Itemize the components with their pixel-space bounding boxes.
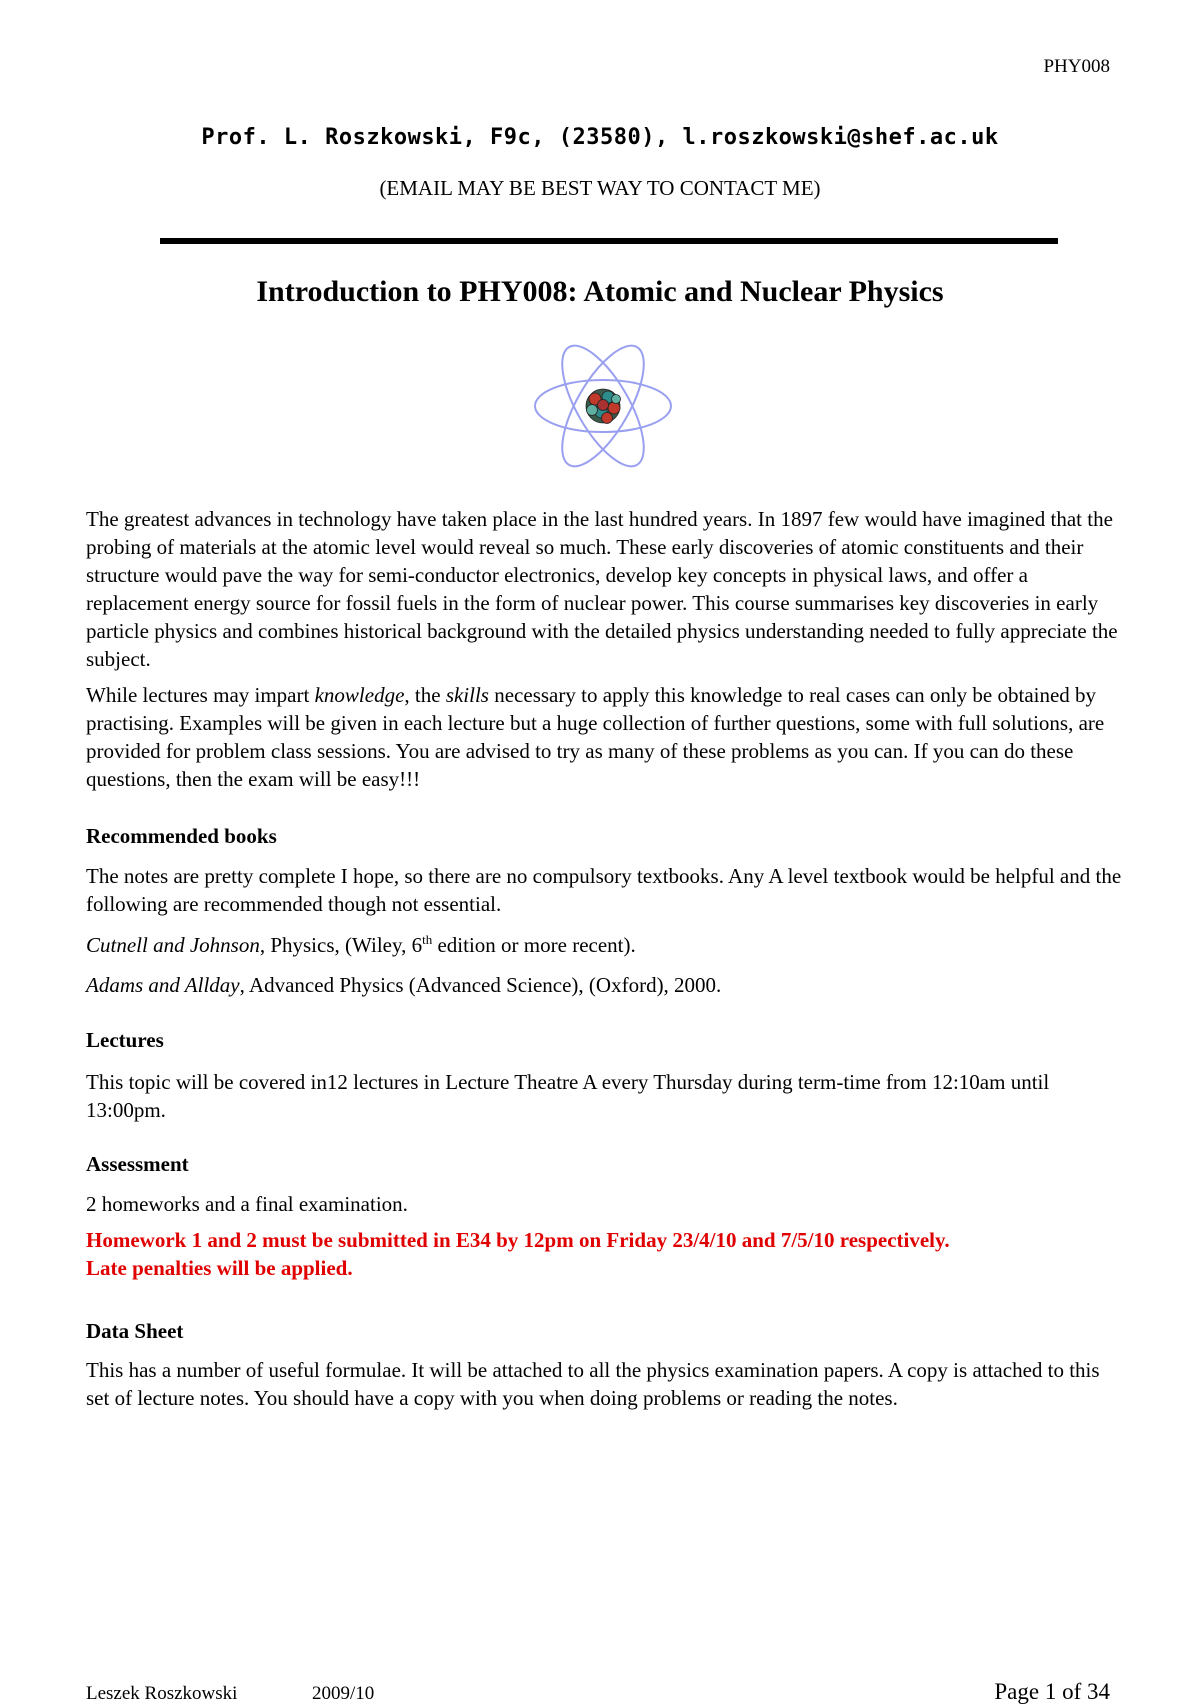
- data-sheet-text: This has a number of useful formulae. It will be attached to all the physics examination papers. A copy is attached to this set of lecture notes. You should have a copy with you when doing problems or reading the notes.: [86, 1358, 1100, 1410]
- book-2: Adams and Allday, Advanced Physics (Advanced Science), (Oxford), 2000.: [86, 973, 722, 997]
- heading-recommended-books: Recommended books: [86, 824, 277, 848]
- intro-section: [86, 505, 1126, 793]
- assessment-section: [86, 1190, 1126, 1282]
- footer-page-number: Page 1 of 34: [994, 1679, 1110, 1704]
- book-1: Cutnell and Johnson, Physics, (Wiley, 6th edition or more recent).: [86, 932, 636, 957]
- atom-icon: [528, 323, 678, 489]
- contact-line: Prof. L. Roszkowski, F9c, (23580), l.roszkowski@shef.ac.uk: [201, 125, 999, 150]
- lectures-text: This topic will be covered in12 lectures in Lecture Theatre A every Thursday during term-time from 12:10am until 13:00pm.: [86, 1070, 1050, 1122]
- intro-paragraph-2: While lectures may impart knowledge, the skills necessary to apply this knowledge to real cases can only be obtained by practising. Examples will be given in each lecture but a huge collection of further questions, some with full solutions, are provided for problem class sessions. You are advised to try as many of these problems as you can. If you can do these questions, then the exam will be easy!!!: [86, 683, 1105, 791]
- page-header-code: PHY008: [1043, 56, 1110, 77]
- nucleus: [586, 389, 621, 424]
- footer-author: Leszek Roszkowski: [86, 1683, 238, 1704]
- heading-lectures: Lectures: [86, 1028, 164, 1052]
- books-section: [86, 862, 1126, 999]
- heading-assessment: Assessment: [86, 1152, 189, 1176]
- footer-year: 2009/10: [312, 1683, 375, 1704]
- document-title: Introduction to PHY008: Atomic and Nuclear Physics: [256, 275, 944, 308]
- homework-deadline-warning: Homework 1 and 2 must be submitted in E34 by 12pm on Friday 23/4/10 and 7/5/10 respectively. Late penalties will be applied.: [86, 1228, 950, 1280]
- books-text: The notes are pretty complete I hope, so there are no compulsory textbooks. Any A level textbook would be helpful and the following are recommended though not essential.: [86, 864, 1122, 916]
- contact-note: (EMAIL MAY BE BEST WAY TO CONTACT ME): [379, 176, 821, 200]
- assessment-text: 2 homeworks and a final examination.: [86, 1192, 408, 1216]
- intro-paragraph-1: The greatest advances in technology have taken place in the last hundred years. In 1897 few would have imagined that the probing of materials at the atomic level would reveal so much. These early discoveries of atomic constituents and their structure would pave the way for semi-conductor electronics, develop key concepts in physical laws, and offer a replacement energy source for fossil fuels in the form of nuclear power. This course summarises key discoveries in early particle physics and combines historical background with the detailed physics understanding needed to fully appreciate the subject.: [86, 507, 1118, 671]
- divider-rule: [160, 238, 1058, 244]
- heading-data-sheet: Data Sheet: [86, 1319, 184, 1343]
